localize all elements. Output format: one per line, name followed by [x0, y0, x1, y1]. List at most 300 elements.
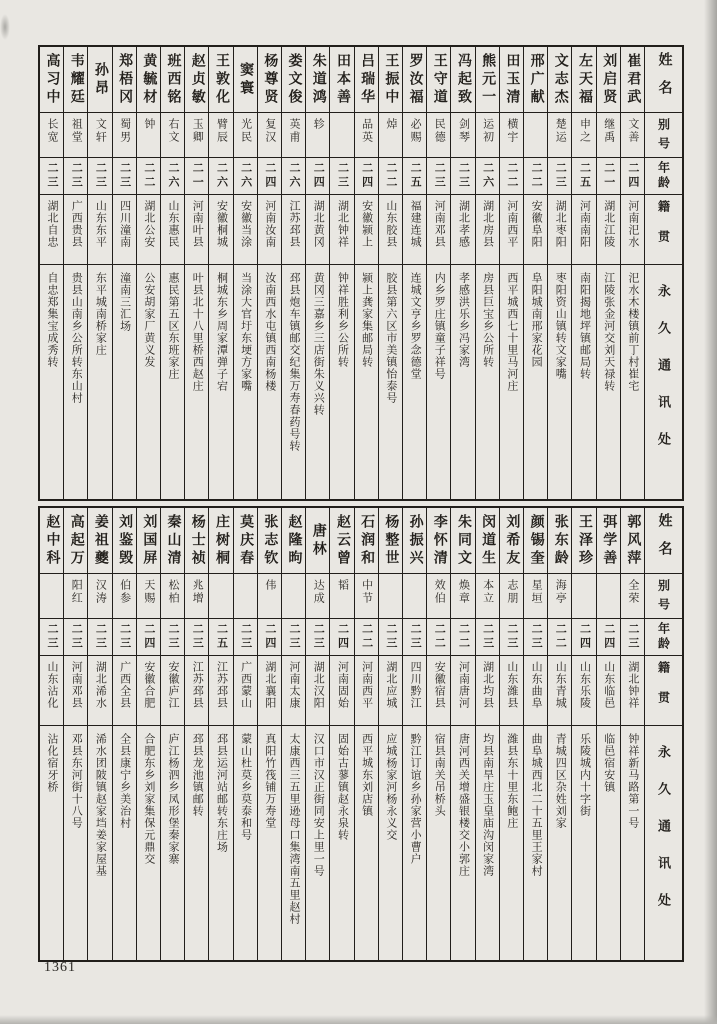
person-alias-text: 焯 [384, 118, 397, 131]
person-native-text: 福建连城 [409, 200, 422, 248]
person-name [548, 47, 571, 113]
person-alias-text: 松柏 [167, 579, 180, 605]
person-native-text: 山东惠民 [167, 200, 180, 248]
person-age [597, 619, 620, 656]
person-native-text: 安徽阜阳 [530, 200, 543, 248]
person-column [87, 508, 111, 960]
person-alias [572, 113, 595, 158]
person-native [330, 195, 353, 265]
person-name [330, 47, 353, 113]
person-name [427, 47, 450, 113]
person-name [306, 508, 329, 574]
person-name-text: 郭风萍 [625, 513, 641, 568]
person-native [476, 195, 499, 265]
page-number: 1361 [44, 960, 76, 975]
person-native-text: 安徽当涂 [239, 200, 252, 248]
person-name-text: 朱道鸿 [310, 52, 326, 107]
header-alias-label [645, 574, 682, 619]
person-native [355, 195, 378, 265]
person-age-text: 二三 [191, 623, 204, 651]
header-age-label [645, 158, 682, 195]
person-alias-text: 光民 [239, 118, 252, 144]
person-native [234, 656, 257, 726]
person-alias [355, 574, 378, 619]
person-alias [161, 113, 184, 158]
person-column [257, 508, 281, 960]
person-name-text: 冯起致 [455, 52, 471, 107]
person-name [330, 508, 353, 574]
person-address-text: 贵县山南乡公所转东山村 [70, 272, 83, 404]
person-age-text: 二三 [167, 623, 180, 651]
person-name [572, 508, 595, 574]
person-age-text: 二三 [70, 162, 83, 190]
person-native-text: 湖北应城 [384, 661, 397, 709]
person-address-text: 浠水团陂镇赵家垱姜家屋基 [94, 733, 107, 877]
person-native-text: 山东胶县 [384, 200, 397, 248]
person-address [500, 726, 523, 960]
person-name [427, 508, 450, 574]
person-native [209, 195, 232, 265]
person-address-text: 唐河西关增盛银楼交小郭庄 [457, 733, 470, 877]
person-native-text: 安徽颍上 [360, 200, 373, 248]
person-alias [403, 113, 426, 158]
header-native-label-text: 籍贯 [656, 661, 671, 721]
person-alias-text: 品英 [360, 118, 373, 144]
person-age-text: 二四 [336, 623, 349, 651]
person-name [40, 508, 63, 574]
person-alias [427, 574, 450, 619]
person-name [355, 47, 378, 113]
person-address [379, 265, 402, 499]
person-alias [306, 113, 329, 158]
person-age-text: 二四 [626, 162, 639, 190]
person-name [379, 508, 402, 574]
person-address-text: 钟祥新马路第一号 [626, 733, 639, 829]
person-native [64, 656, 87, 726]
person-age [113, 619, 136, 656]
person-name-text: 娄文俊 [286, 52, 302, 107]
person-address-text: 叶县北十八里桥西赵庄 [191, 272, 204, 392]
person-address-text: 沾化宿牙桥 [46, 733, 59, 793]
person-alias-text: 兆增 [191, 579, 204, 605]
person-native [427, 656, 450, 726]
person-age [113, 158, 136, 195]
person-name-text: 罗汝福 [407, 52, 423, 107]
person-age-text: 二三 [46, 623, 59, 651]
person-address-text: 汝南西水屯镇西南杨楼 [263, 272, 276, 392]
person-column [426, 47, 450, 499]
person-native [113, 195, 136, 265]
person-age-text: 二四 [142, 623, 155, 651]
person-address [427, 265, 450, 499]
person-address-text: 江陵张金河交刘天禄转 [602, 272, 615, 392]
person-column [499, 47, 523, 499]
person-alias [330, 574, 353, 619]
person-name-text: 弭学善 [601, 513, 617, 568]
person-address [88, 726, 111, 960]
person-address [161, 265, 184, 499]
person-native [355, 656, 378, 726]
person-native [500, 195, 523, 265]
person-name-text: 刘启贤 [601, 52, 617, 107]
person-name-text: 吕瑞华 [359, 52, 375, 107]
header-alias-label-text: 别号 [656, 579, 671, 617]
person-age-text: 二五 [215, 623, 228, 651]
person-column [305, 508, 329, 960]
person-column [378, 508, 402, 960]
person-alias [234, 574, 257, 619]
person-alias [137, 113, 160, 158]
person-age-text: 二三 [312, 623, 325, 651]
person-column [233, 508, 257, 960]
person-alias [113, 113, 136, 158]
person-age [355, 158, 378, 195]
person-column [523, 47, 547, 499]
person-age-text: 二二 [505, 162, 518, 190]
person-native-text: 山东东平 [94, 200, 107, 248]
person-alias [355, 113, 378, 158]
person-address-text: 西平城东刘店镇 [360, 733, 373, 817]
person-age-text: 二二 [433, 623, 446, 651]
person-native-text: 广西全县 [118, 661, 131, 709]
person-native [403, 195, 426, 265]
person-native [88, 195, 111, 265]
person-native-text: 江苏邳县 [191, 661, 204, 709]
person-column [450, 47, 474, 499]
person-native-text: 河南唐河 [457, 661, 470, 709]
person-age [451, 158, 474, 195]
person-name [258, 47, 281, 113]
person-alias-text: 阳红 [70, 579, 83, 605]
person-address [500, 265, 523, 499]
person-alias-text: 右文 [167, 118, 180, 144]
person-address-text: 均县南旱庄玉皇庙沟闵家湾 [481, 733, 494, 877]
person-name-text: 文志杰 [552, 52, 568, 107]
person-address [572, 265, 595, 499]
person-name-text: 孙昂 [92, 61, 108, 98]
person-alias-text: 韬 [336, 579, 349, 592]
person-address-text: 钟祥胜利乡公所转 [336, 272, 349, 368]
person-name-text: 张东龄 [552, 513, 568, 568]
person-address [282, 265, 305, 499]
person-address [403, 265, 426, 499]
person-age-text: 二一 [191, 162, 204, 190]
person-age-text: 二二 [142, 162, 155, 190]
person-address [476, 265, 499, 499]
person-age [403, 619, 426, 656]
person-alias-text: 横宇 [505, 118, 518, 144]
person-native-text: 山东青城 [554, 661, 567, 709]
person-name [137, 508, 160, 574]
person-age [40, 619, 63, 656]
person-column [596, 47, 620, 499]
person-name-text: 高起万 [68, 513, 84, 568]
person-address-text: 临邑宿安镇 [602, 733, 615, 793]
person-age [258, 619, 281, 656]
person-age [500, 619, 523, 656]
person-address-text: 邳县龙池镇邮转 [191, 733, 204, 817]
person-column [475, 47, 499, 499]
person-age [451, 619, 474, 656]
person-alias-text: 钟 [142, 118, 155, 131]
person-name-text: 李怀清 [431, 513, 447, 568]
person-name [88, 508, 111, 574]
header-native-label [645, 656, 682, 726]
person-name [403, 508, 426, 574]
person-column [450, 508, 474, 960]
person-alias-text: 文轩 [94, 118, 107, 144]
person-alias [306, 574, 329, 619]
person-address-text: 汜水木楼镇前丁村崔宅 [626, 272, 639, 392]
person-name-text: 赵贞敏 [189, 52, 205, 107]
person-address-text: 惠民第五区东班家庄 [167, 272, 180, 380]
person-age-text: 二三 [505, 623, 518, 651]
person-address [524, 726, 547, 960]
person-address-text: 潍县东十里东鲍庄 [505, 733, 518, 829]
person-column [208, 47, 232, 499]
person-name-text: 秦山清 [165, 513, 181, 568]
person-alias-text: 焕章 [457, 579, 470, 605]
person-address [185, 265, 208, 499]
person-column [547, 508, 571, 960]
person-address-text: 西平城西七十里马河庄 [505, 272, 518, 392]
person-age [234, 158, 257, 195]
person-native [282, 656, 305, 726]
person-age [88, 158, 111, 195]
person-address [355, 265, 378, 499]
person-alias [451, 574, 474, 619]
header-address-label [645, 726, 682, 960]
person-address [379, 726, 402, 960]
person-native [88, 656, 111, 726]
person-alias-text: 长宽 [46, 118, 59, 144]
person-native-text: 湖北襄阳 [263, 661, 276, 709]
person-address [161, 726, 184, 960]
person-alias-text: 楚运 [554, 118, 567, 144]
person-native-text: 河南西平 [360, 661, 373, 709]
person-column [305, 47, 329, 499]
person-alias [88, 113, 111, 158]
person-address [258, 726, 281, 960]
person-age-text: 二三 [70, 623, 83, 651]
person-column [547, 47, 571, 499]
person-native [40, 656, 63, 726]
person-address-text: 真阳竹筏铺万寿堂 [263, 733, 276, 829]
person-age [524, 158, 547, 195]
person-native [137, 195, 160, 265]
person-alias-text: 必赐 [409, 118, 422, 144]
person-native-text: 河南邓县 [70, 661, 83, 709]
person-column [63, 508, 87, 960]
person-address-text: 房县巨宝乡公所转 [481, 272, 494, 368]
person-age-text: 二二 [457, 623, 470, 651]
person-age-text: 二三 [457, 162, 470, 190]
person-column [378, 47, 402, 499]
person-name [403, 47, 426, 113]
person-age [306, 158, 329, 195]
person-name-text: 窦寰 [238, 61, 254, 98]
person-native [234, 195, 257, 265]
person-age [427, 158, 450, 195]
person-name-text: 邢广献 [528, 52, 544, 107]
person-column [136, 47, 160, 499]
person-native-text: 湖北公安 [142, 200, 155, 248]
person-alias-text: 全荣 [626, 579, 639, 605]
person-address-text: 枣阳资山镇转文家嘴 [554, 272, 567, 380]
person-age-text: 二三 [118, 162, 131, 190]
person-address [282, 726, 305, 960]
person-age [137, 619, 160, 656]
person-native-text: 河南固始 [336, 661, 349, 709]
person-name [621, 47, 644, 113]
person-name-text: 杨尊贤 [262, 52, 278, 107]
person-name [258, 508, 281, 574]
header-name-label [645, 508, 682, 574]
person-name [379, 47, 402, 113]
person-alias-text: 伟 [263, 579, 276, 592]
person-alias [185, 574, 208, 619]
person-age-text: 二二 [360, 623, 373, 651]
person-age-text: 二四 [263, 162, 276, 190]
person-native-text: 湖北黄冈 [312, 200, 325, 248]
person-column [40, 47, 63, 499]
person-name-text: 闵道生 [480, 513, 496, 568]
person-address [234, 265, 257, 499]
person-alias-text: 祖堂 [70, 118, 83, 144]
person-address [621, 726, 644, 960]
person-alias [572, 574, 595, 619]
person-address [403, 726, 426, 960]
person-column [475, 508, 499, 960]
person-native-text: 安徽合肥 [142, 661, 155, 709]
person-age [88, 619, 111, 656]
person-column [329, 47, 353, 499]
person-name [40, 47, 63, 113]
person-address-text: 邳县炮车镇邮交纪集万寿春药号转 [288, 272, 301, 452]
person-name-text: 姜祖夔 [92, 513, 108, 568]
person-alias-text: 英甫 [288, 118, 301, 144]
person-name-text: 郑梧冈 [117, 52, 133, 107]
person-alias [40, 574, 63, 619]
person-address-text: 固始古蓼镇赵永泉转 [336, 733, 349, 841]
person-native-text: 山东潍县 [505, 661, 518, 709]
person-column [354, 508, 378, 960]
person-name-text: 韦耀廷 [68, 52, 84, 107]
person-age-text: 二三 [239, 623, 252, 651]
person-name-text: 赵隆昫 [286, 513, 302, 568]
person-address [621, 265, 644, 499]
person-address [137, 265, 160, 499]
person-age [185, 619, 208, 656]
person-age [137, 158, 160, 195]
person-alias-text: 星垣 [530, 579, 543, 605]
person-native [476, 656, 499, 726]
person-native-text: 河南南阳 [578, 200, 591, 248]
person-native-text: 湖北均县 [481, 661, 494, 709]
person-age-text: 二三 [46, 162, 59, 190]
header-column [644, 508, 682, 960]
person-native [548, 656, 571, 726]
scan-edge-artifact-right [704, 0, 717, 1024]
person-alias-text: 汉涛 [94, 579, 107, 605]
person-native-text: 安徽庐江 [167, 661, 180, 709]
person-alias [621, 574, 644, 619]
person-alias-text: 海亭 [554, 579, 567, 605]
person-native-text: 湖北枣阳 [554, 200, 567, 248]
person-address [113, 726, 136, 960]
person-native [621, 195, 644, 265]
person-age [524, 619, 547, 656]
person-address [548, 726, 571, 960]
person-name [621, 508, 644, 574]
person-native-text: 河南太康 [288, 661, 301, 709]
person-age-text: 二五 [578, 162, 591, 190]
person-name-text: 张志钦 [262, 513, 278, 568]
person-alias-text: 轸 [312, 118, 325, 131]
person-column [523, 508, 547, 960]
person-age [476, 619, 499, 656]
person-native [161, 656, 184, 726]
header-address-label-text: 永久通讯处 [656, 284, 671, 469]
person-age-text: 二三 [94, 162, 107, 190]
person-alias [548, 574, 571, 619]
person-name [572, 47, 595, 113]
person-name [451, 47, 474, 113]
person-address-text: 南阳揭地坪镇邮局转 [578, 272, 591, 380]
person-native-text: 广西贵县 [70, 200, 83, 248]
person-name-text: 石润和 [359, 513, 375, 568]
person-alias [258, 574, 281, 619]
person-age [161, 619, 184, 656]
person-name [113, 508, 136, 574]
person-column [63, 47, 87, 499]
person-address-text: 邓县东河街十八号 [70, 733, 83, 829]
person-address [355, 726, 378, 960]
person-alias [427, 113, 450, 158]
person-name [64, 508, 87, 574]
header-address-label-text: 永久通讯处 [656, 745, 671, 930]
person-age-text: 二六 [288, 162, 301, 190]
person-name [137, 47, 160, 113]
person-name [282, 508, 305, 574]
person-address [548, 265, 571, 499]
person-native [137, 656, 160, 726]
person-name-text: 王泽珍 [576, 513, 592, 568]
person-address [330, 265, 353, 499]
header-native-label [645, 195, 682, 265]
person-age-text: 二二 [554, 623, 567, 651]
header-column [644, 47, 682, 499]
person-alias [209, 574, 232, 619]
person-address-text: 潼南三汇场 [118, 272, 131, 332]
person-age-text: 二三 [288, 623, 301, 651]
person-column [281, 47, 305, 499]
person-column [329, 508, 353, 960]
directory-table-top [38, 45, 684, 501]
person-address-text: 邳县运河站邮转东庄场 [215, 733, 228, 853]
person-age-text: 二六 [481, 162, 494, 190]
person-alias-text: 天赐 [142, 579, 155, 605]
person-name-text: 黄毓材 [141, 52, 157, 107]
person-name-text: 田本善 [334, 52, 350, 107]
person-age [282, 158, 305, 195]
person-age-text: 二二 [530, 162, 543, 190]
person-native [258, 195, 281, 265]
person-address-text: 太康西三五里逊母口集湾南五里赵村 [288, 733, 301, 925]
person-name-text: 崔君武 [625, 52, 641, 107]
person-address [209, 726, 232, 960]
person-alias-text: 本立 [481, 579, 494, 605]
